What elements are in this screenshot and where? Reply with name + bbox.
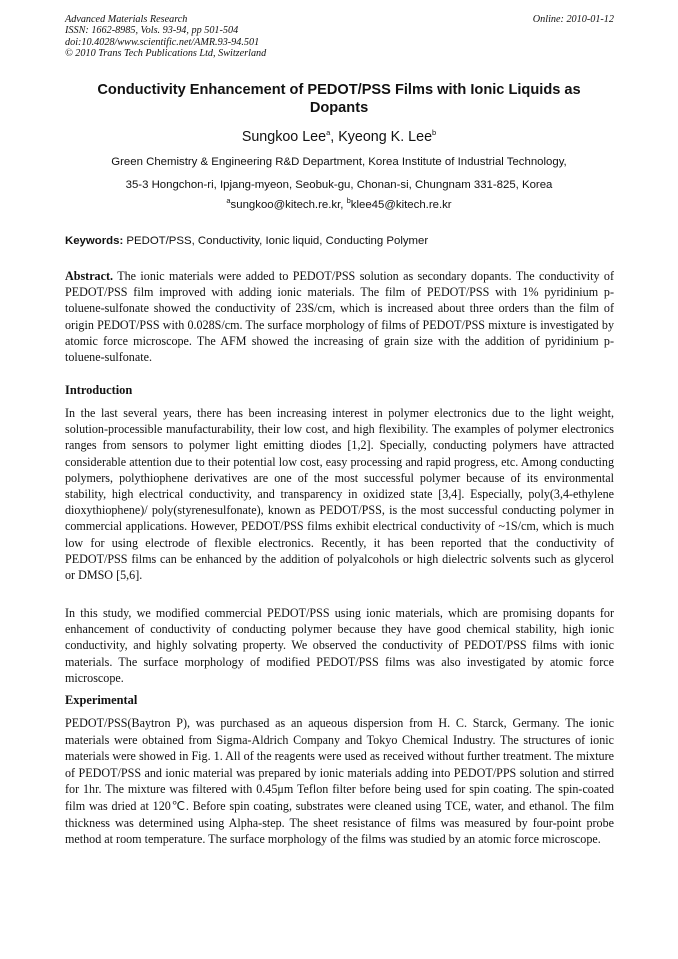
copyright-line: © 2010 Trans Tech Publications Ltd, Switzerland	[65, 47, 267, 59]
abstract-paragraph	[65, 268, 614, 365]
doi-line: doi:10.4028/www.scientific.net/AMR.93-94.501	[65, 36, 260, 48]
email-superscript: a	[226, 196, 231, 206]
affiliation-line-1: Green Chemistry & Engineering R&D Department, Korea Institute of Industrial Technology,	[111, 156, 567, 168]
email-link[interactable]: klee45@kitech.re.kr	[350, 199, 452, 211]
journal-meta	[65, 14, 266, 59]
introduction-paragraph: In this study, we modified commercial PEDOT/PSS using ionic materials, which are promising dopants for enhancement of conductivity of conducting polymer because they have good chemical stability, high ionic conductivity, and highly solvating property. We observed the conductivity of PEDOT/PSS films with ionic materials. The surface morphology of modified PEDOT/PSS films was also investigated by atomic force microscope.	[65, 606, 614, 685]
author-name: Sungkoo Lee	[241, 129, 327, 145]
issn-line: ISSN: 1662-8985, Vols. 93-94, pp 501-504	[65, 25, 239, 37]
introduction-paragraph: In the last several years, there has been increasing interest in polymer electronics due to the light weight, solution-processible manufacturability, their low cost, and high flexibility. The examples of polymer electronics ranges from sensors to polymer light emitting diodes [1,2]. Specially, conducting polymers have attracted considerable attention due to their potential low cost, easy processing and rapid progress, etc. Among conducting polymers, polythiophene derivatives are one of the most successful polymer because of its environmental stability, high electrical conductivity, and transparency in oxidized state [3,4]. Especially, poly(3,4-ethylene dioxythiophene)/ poly(styrenesulfonate), known as PEDOT/PSS, is the most successful conducting polymer in commercial applications. However, PEDOT/PSS films exhibit electrical conductivity of ~1S/cm, which is much low for using electrode of flexible electronics. Recently, it has been reported that the conductivity of PEDOT/PSS films can be enhanced by the addition of polyalcohols or high dielectric solvents such as glycerol or DMSO [5,6].	[65, 406, 614, 583]
experimental-paragraph: PEDOT/PSS(Baytron P), was purchased as an aqueous dispersion from H. C. Starck, Germany. The ionic materials were obtained from Sigma-Aldrich Company and Tokyo Chemical Industry. The structures of ionic materials were showed in Fig. 1. All of the reagents were used as received without further treatment. The mixture of PEDOT/PSS and ionic material was prepared by ionic materials adding into PEDOT/PPS solution and stirred for 1hr. The mixture was filtered with 0.45μm Teflon filter before being used for spin coating. The spin-coated film was dried at 120℃. Before spin coating, substrates were cleaned using TCE, water, and ethanol. The film thickness was determined using Alpha-step. The sheet resistance of films was measured by four-point probe method at room temperature. The surface morphology of the films was studied by an atomic force microscope.	[65, 716, 614, 847]
abstract-label: Abstract.	[65, 269, 114, 283]
author-list	[60, 129, 618, 145]
email-line	[60, 196, 618, 211]
abstract-text: The ionic materials were added to PEDOT/PSS solution as secondary dopants. The conductivity of PEDOT/PSS film improved with adding ionic materials. The film of PEDOT/PSS with 1% pyridinium p-toluene-sulfonate showed the conductivity of 23S/cm, which is increased about three orders than the film of origin PEDOT/PSS with 0.028S/cm. The surface morphology of films of PEDOT/PSS mixture is investigated by atomic force microscope. The AFM showed the increasing of grain size with the addition of pyridinium p-toluene-sulfonate.	[65, 269, 614, 365]
experimental-heading: Experimental	[65, 693, 138, 707]
author-name: Kyeong K. Lee	[338, 129, 433, 145]
email-separator: ,	[340, 199, 347, 211]
introduction-heading: Introduction	[65, 383, 133, 397]
online-date: Online: 2010-01-12	[532, 14, 614, 25]
title-line-1: Conductivity Enhancement of PEDOT/PSS Films with Ionic Liquids as	[97, 82, 581, 98]
author-superscript: a	[326, 128, 331, 138]
journal-name: Advanced Materials Research	[65, 14, 188, 25]
title-line-2: Dopants	[309, 99, 369, 116]
email-link[interactable]: sungkoo@kitech.re.kr	[230, 199, 341, 211]
affiliation-line-2: 35-3 Hongchon-ri, Ipjang-myeon, Seobuk-gu, Chonan-si, Chungnam 331-825, Korea	[125, 179, 553, 191]
author-separator: ,	[330, 129, 339, 145]
paper-title	[60, 82, 618, 117]
keywords-label: Keywords:	[65, 235, 124, 247]
keywords-line	[65, 235, 428, 247]
email-superscript: b	[346, 196, 351, 206]
author-superscript: b	[432, 128, 437, 138]
keywords-text: PEDOT/PSS, Conductivity, Ionic liquid, Conducting Polymer	[123, 235, 429, 247]
